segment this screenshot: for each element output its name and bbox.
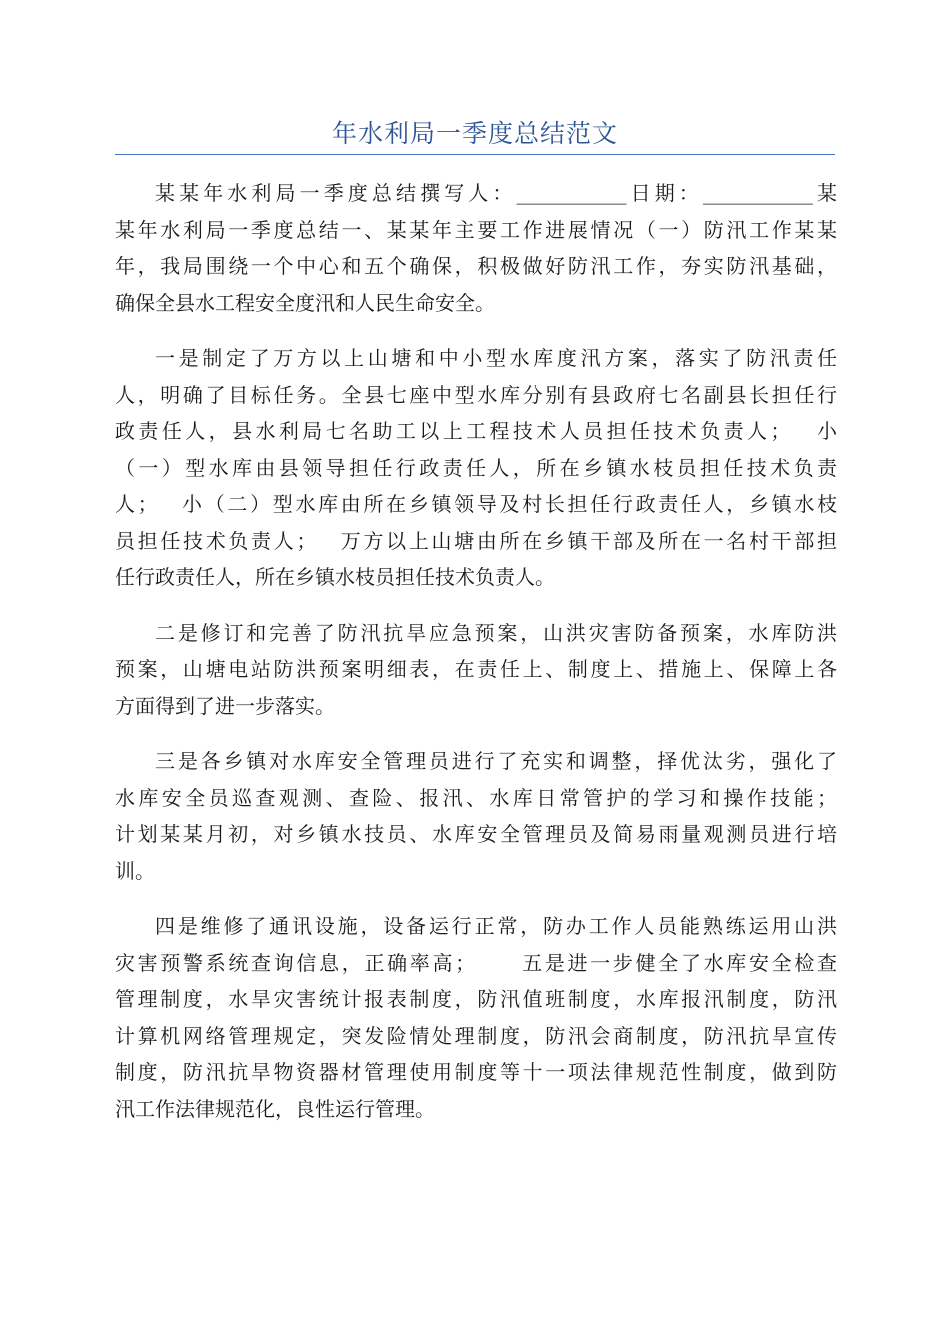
paragraph-line: 预案，山塘电站防洪预案明细表，在责任上、制度上、措施上、保障上各	[115, 657, 837, 681]
paragraph-line: 一是制定了万方以上山塘和中小型水库度汛方案，落实了防汛责任	[155, 346, 837, 370]
body-paragraph	[115, 908, 837, 1127]
paragraph-line: 某某年水利局一季度总结撰写人：___________日期：___________某	[155, 181, 837, 205]
paragraph-line: 某年水利局一季度总结一、某某年主要工作进展情况（一）防汛工作某某	[115, 217, 837, 242]
paragraph-line: 二是修订和完善了防汛抗旱应急预案，山洪灾害防备预案，水库防洪	[155, 620, 837, 645]
paragraph-line: 确保全县水工程安全度汛和人民生命安全。	[115, 290, 495, 315]
paragraph-line: 人； 小（二）型水库由所在乡镇领导及村长担任行政责任人，乡镇水枝	[115, 492, 837, 516]
body-paragraph	[115, 340, 837, 596]
paragraph-line: 制度，防汛抗旱物资器材管理使用制度等十一项法律规范性制度，做到防	[115, 1060, 837, 1084]
paragraph-line: 训。	[115, 858, 155, 883]
paragraph-line: 年，我局围绕一个中心和五个确保，积极做好防汛工作，夯实防汛基础，	[115, 254, 837, 278]
body-paragraph	[115, 615, 837, 725]
paragraph-line: 水库安全员巡查观测、查险、报汛、水库日常管护的学习和操作技能；	[115, 785, 837, 810]
body-paragraph	[115, 743, 837, 889]
paragraph-line: 汛工作法律规范化，良性运行管理。	[115, 1096, 435, 1121]
paragraph-line: 三是各乡镇对水库安全管理员进行了充实和调整，择优汰劣，强化了	[155, 749, 837, 773]
paragraph-line: 人，明确了目标任务。全县七座中型水库分别有县政府七名副县长担任行	[115, 382, 837, 407]
document-title: 年水利局一季度总结范文	[331, 119, 618, 148]
paragraph-line: 计算机网络管理规定，突发险情处理制度，防汛会商制度，防汛抗旱宣传	[115, 1023, 837, 1048]
body-paragraph	[115, 175, 837, 321]
paragraph-line: 管理制度，水旱灾害统计报表制度，防汛值班制度，水库报汛制度，防汛	[115, 987, 837, 1011]
paragraph-line: 四是维修了通讯设施，设备运行正常，防办工作人员能熟练运用山洪	[155, 914, 837, 938]
paragraph-line: 政责任人，县水利局七名助工以上工程技术人员担任技术负责人； 小	[115, 419, 837, 443]
paragraph-line: 计划某某月初，对乡镇水技员、水库安全管理员及简易雨量观测员进行培	[115, 822, 837, 846]
document-body	[115, 175, 837, 1146]
paragraph-line: （一）型水库由县领导担任行政责任人，所在乡镇水枝员担任技术负责	[115, 455, 837, 480]
paragraph-line: 任行政责任人，所在乡镇水枝员担任技术负责人。	[115, 565, 555, 589]
title-underline	[115, 154, 835, 155]
paragraph-line: 员担任技术负责人； 万方以上山塘由所在乡镇干部及所在一名村干部担	[115, 528, 837, 553]
title-block	[115, 116, 835, 155]
paragraph-line: 方面得到了进一步落实。	[115, 693, 335, 718]
paragraph-line: 灾害预警系统查询信息，正确率高； 五是进一步健全了水库安全检查	[115, 950, 837, 975]
